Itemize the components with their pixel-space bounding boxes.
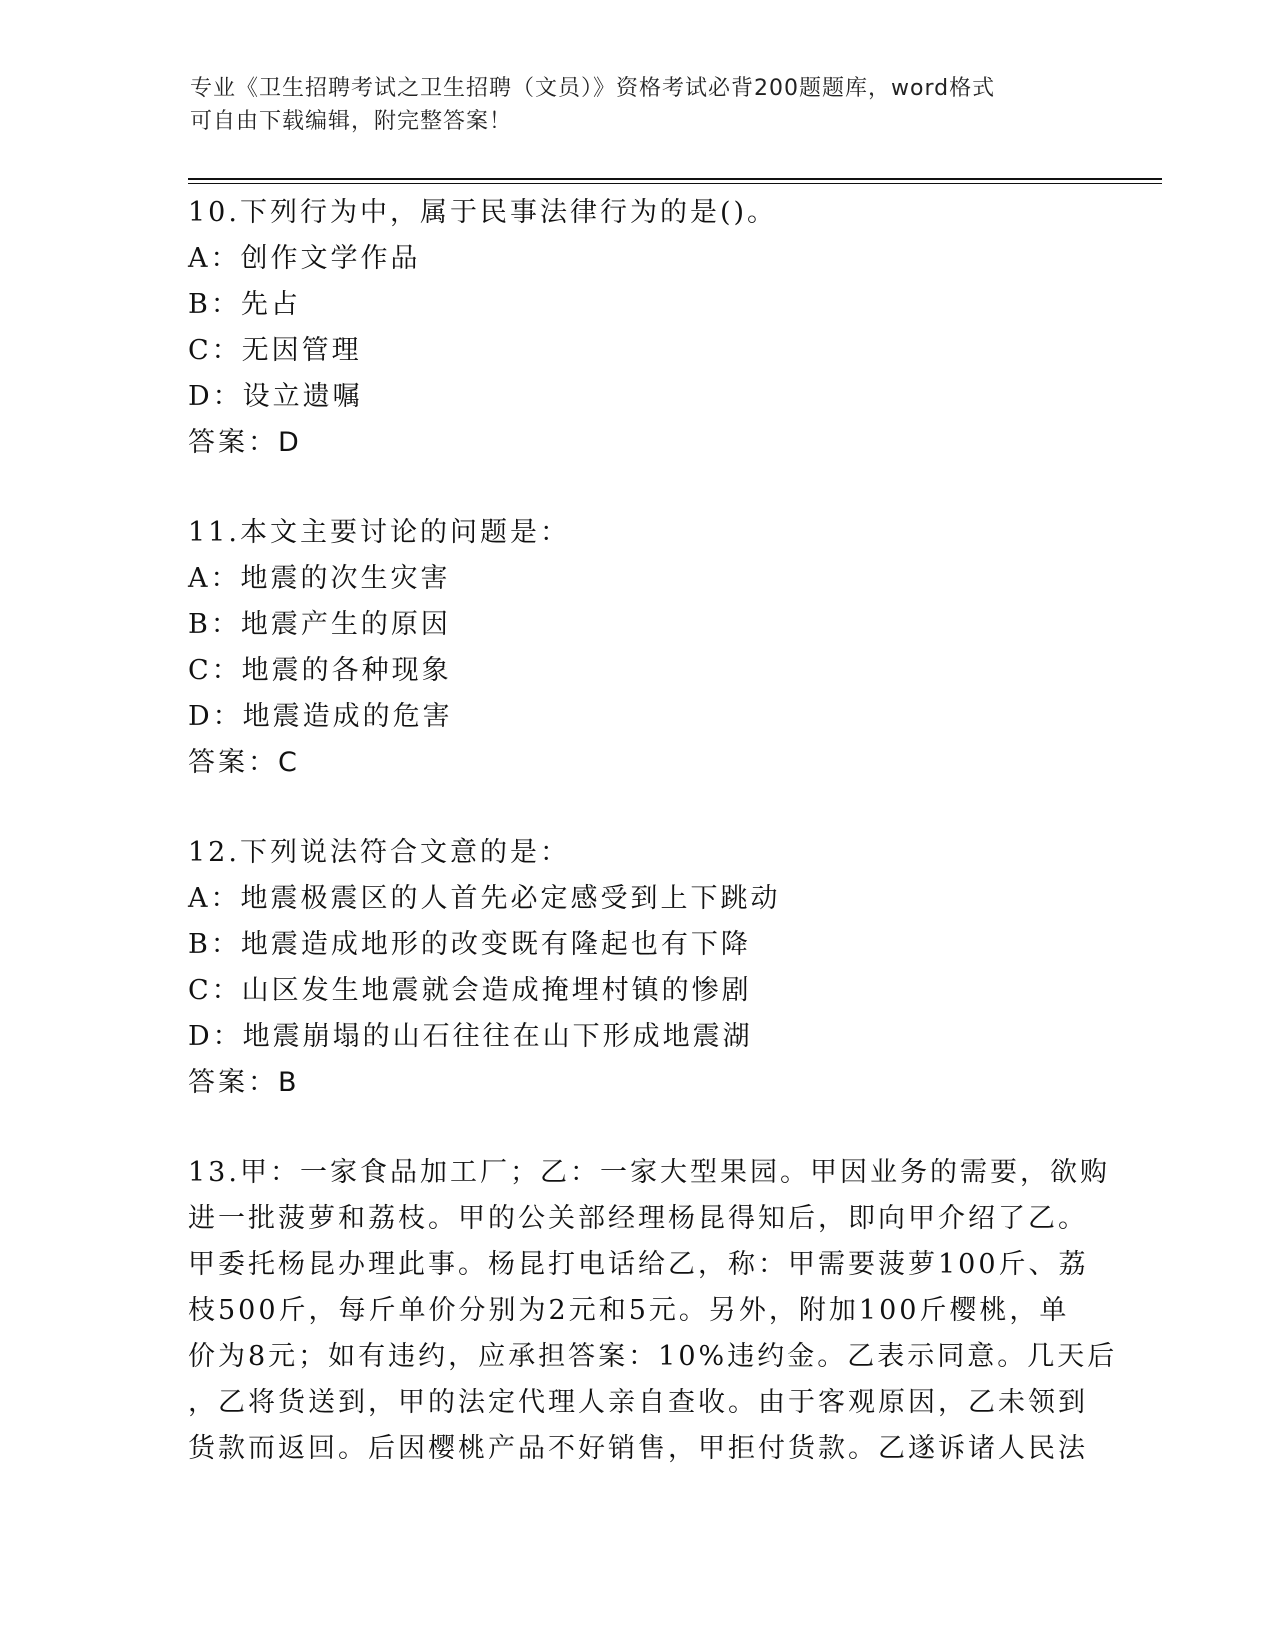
option-c: C：山区发生地震就会造成掩埋村镇的惨剧 [188, 975, 752, 1006]
answer-line: 答案：D [188, 427, 302, 458]
question-stem-line-1: 13.甲：一家食品加工厂；乙：一家大型果园。甲因业务的需要，欲购 [188, 1157, 1110, 1188]
option-b: B：地震造成地形的改变既有隆起也有下降 [188, 929, 751, 960]
header-divider-thick [188, 178, 1162, 180]
option-a: A：地震的次生灾害 [188, 563, 451, 594]
answer-line: 答案：C [188, 747, 300, 778]
question-13 [188, 1150, 1118, 1472]
option-a: A：创作文学作品 [188, 243, 421, 274]
question-11 [188, 510, 570, 786]
header-line-1: 专业《卫生招聘考试之卫生招聘（文员）》资格考试必背200题题库，word格式 [190, 76, 996, 101]
document-header [190, 72, 1080, 138]
question-stem-line-2: 进一批菠萝和荔枝。甲的公关部经理杨昆得知后，即向甲介绍了乙。 [188, 1203, 1088, 1234]
option-c: C：无因管理 [188, 335, 362, 366]
question-stem-line-6: ，乙将货送到，甲的法定代理人亲自查收。由于客观原因，乙未领到 [188, 1387, 1088, 1418]
question-10 [188, 190, 777, 466]
question-stem: 12.下列说法符合文意的是： [188, 837, 570, 868]
question-stem: 11.本文主要讨论的问题是： [188, 517, 570, 548]
question-stem-line-4: 枝500斤，每斤单价分别为2元和5元。另外，附加100斤樱桃，单 [188, 1295, 1070, 1326]
question-stem-line-7: 货款而返回。后因樱桃产品不好销售，甲拒付货款。乙遂诉诸人民法 [188, 1433, 1088, 1464]
option-b: B：先占 [188, 289, 301, 320]
answer-line: 答案：B [188, 1067, 300, 1098]
option-a: A：地震极震区的人首先必定感受到上下跳动 [188, 883, 781, 914]
question-stem-line-5: 价为8元；如有违约，应承担答案：10%违约金。乙表示同意。几天后 [188, 1341, 1118, 1372]
header-divider-thin [188, 183, 1162, 184]
question-12 [188, 830, 781, 1106]
option-d: D：设立遗嘱 [188, 381, 363, 412]
question-stem-line-3: 甲委托杨昆办理此事。杨昆打电话给乙，称：甲需要菠萝100斤、荔 [188, 1249, 1089, 1280]
question-stem: 10.下列行为中，属于民事法律行为的是()。 [188, 197, 778, 228]
option-c: C：地震的各种现象 [188, 655, 452, 686]
option-d: D：地震崩塌的山石往往在山下形成地震湖 [188, 1021, 753, 1052]
option-d: D：地震造成的危害 [188, 701, 453, 732]
header-line-2: 可自由下载编辑，附完整答案！ [190, 109, 513, 134]
option-b: B：地震产生的原因 [188, 609, 451, 640]
